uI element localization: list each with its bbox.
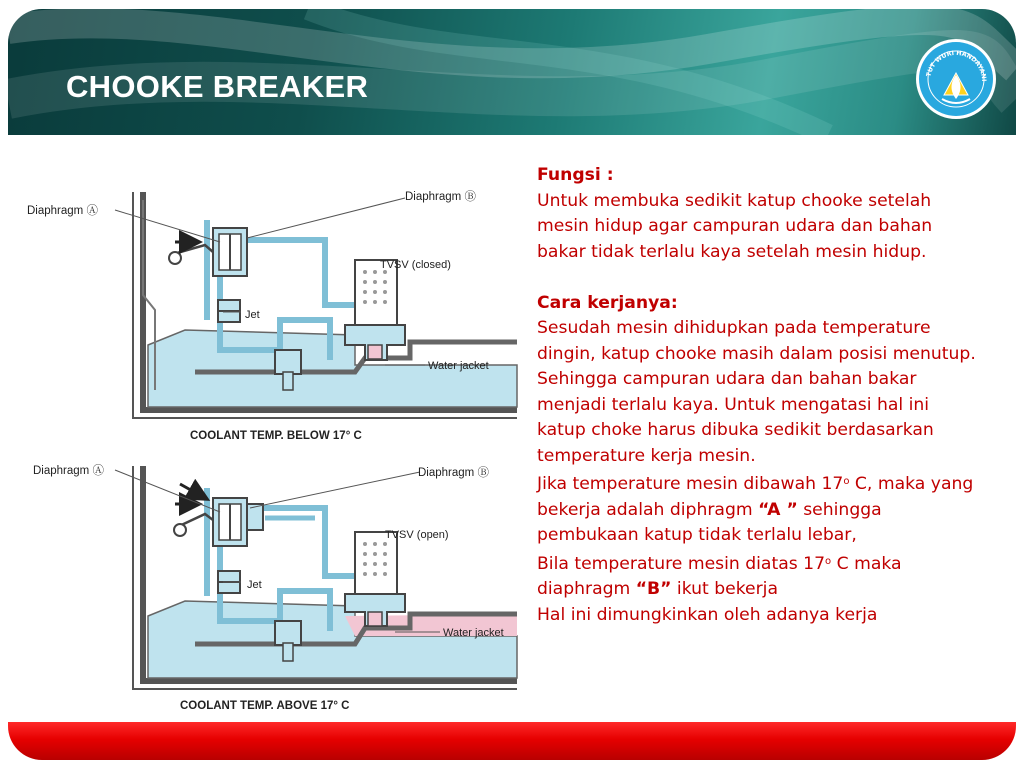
choke-breaker-diagram	[25, 160, 525, 715]
degree-superscript: o	[825, 555, 832, 567]
paragraph-1: Sesudah mesin dihidupkan pada temperature dingin, katup chooke masih dalam posisi menutup.	[537, 318, 976, 364]
label-jet-bottom: Jet	[247, 579, 262, 591]
paragraph-3	[537, 469, 977, 549]
paragraph-3-part-b: C, maka yang bekerja adalah diphragm	[537, 474, 974, 520]
paragraph-gap	[537, 265, 977, 291]
header-banner	[8, 9, 1016, 135]
paragraph-4-part-a: Bila temperature mesin diatas 17	[537, 553, 826, 574]
caption-coolant-above: COOLANT TEMP. ABOVE 17° C	[180, 700, 350, 712]
slide-title: CHOOKE BREAKER	[66, 69, 369, 104]
slide-text-content	[537, 163, 977, 628]
fungsi-text: Untuk membuka sedikit katup chooke setelah mesin hidup agar campuran udara dan bahan bakar tidak terlalu kaya setelah mesin hidup.	[537, 190, 933, 262]
diagram-top-panel	[27, 190, 517, 442]
label-tvsv-open: TVSV (open)	[385, 529, 449, 541]
label-jet-top: Jet	[245, 309, 260, 321]
label-diaphragm-b-top: Diaphragm Ⓑ	[405, 191, 476, 203]
paragraph-3-part-c: sehingga pembukaan katup tidak terlalu lebar,	[537, 499, 882, 545]
paragraph-4-part-c: ikut bekerja	[671, 579, 778, 599]
paragraph-4	[537, 549, 977, 603]
degree-superscript: o	[843, 476, 850, 487]
label-diaphragm-a-bottom: Diaphragm Ⓐ	[33, 465, 104, 477]
label-tvsv-closed: TVSV (closed)	[380, 259, 451, 271]
label-diaphragm-b-bottom: Diaphragm Ⓑ	[418, 467, 489, 479]
diagram-bottom-panel	[33, 464, 517, 712]
diaphragm-b-emphasis: “B”	[635, 579, 672, 599]
paragraph-2: Sehingga campuran udara dan bahan bakar menjadi terlalu kaya. Untuk mengatasi hal ini katup choke harus dibuka sedikit berdasarkan temperature kerja mesin.	[537, 369, 934, 466]
tut-wuri-handayani-logo	[914, 37, 998, 121]
svg-text:TUT WURI HANDAYANI: TUT WURI HANDAYANI	[925, 49, 988, 82]
diaphragm-a-emphasis: “A ”	[758, 499, 798, 520]
label-water-jacket-top: Water jacket	[428, 360, 489, 372]
paragraph-4-part-b: C maka diaphragm	[537, 553, 902, 599]
paragraph-5: Hal ini dimungkinkan oleh adanya kerja	[537, 604, 878, 625]
cara-kerja-heading: Cara kerjanya:	[537, 292, 678, 313]
label-diaphragm-a-top: Diaphragm Ⓐ	[27, 205, 98, 217]
caption-coolant-below: COOLANT TEMP. BELOW 17° C	[190, 430, 362, 442]
label-water-jacket-bottom: Water jacket	[443, 627, 504, 639]
footer-bar	[8, 722, 1016, 760]
fungsi-heading: Fungsi :	[537, 165, 614, 185]
paragraph-3-part-a: Jika temperature mesin dibawah 17	[537, 474, 844, 494]
